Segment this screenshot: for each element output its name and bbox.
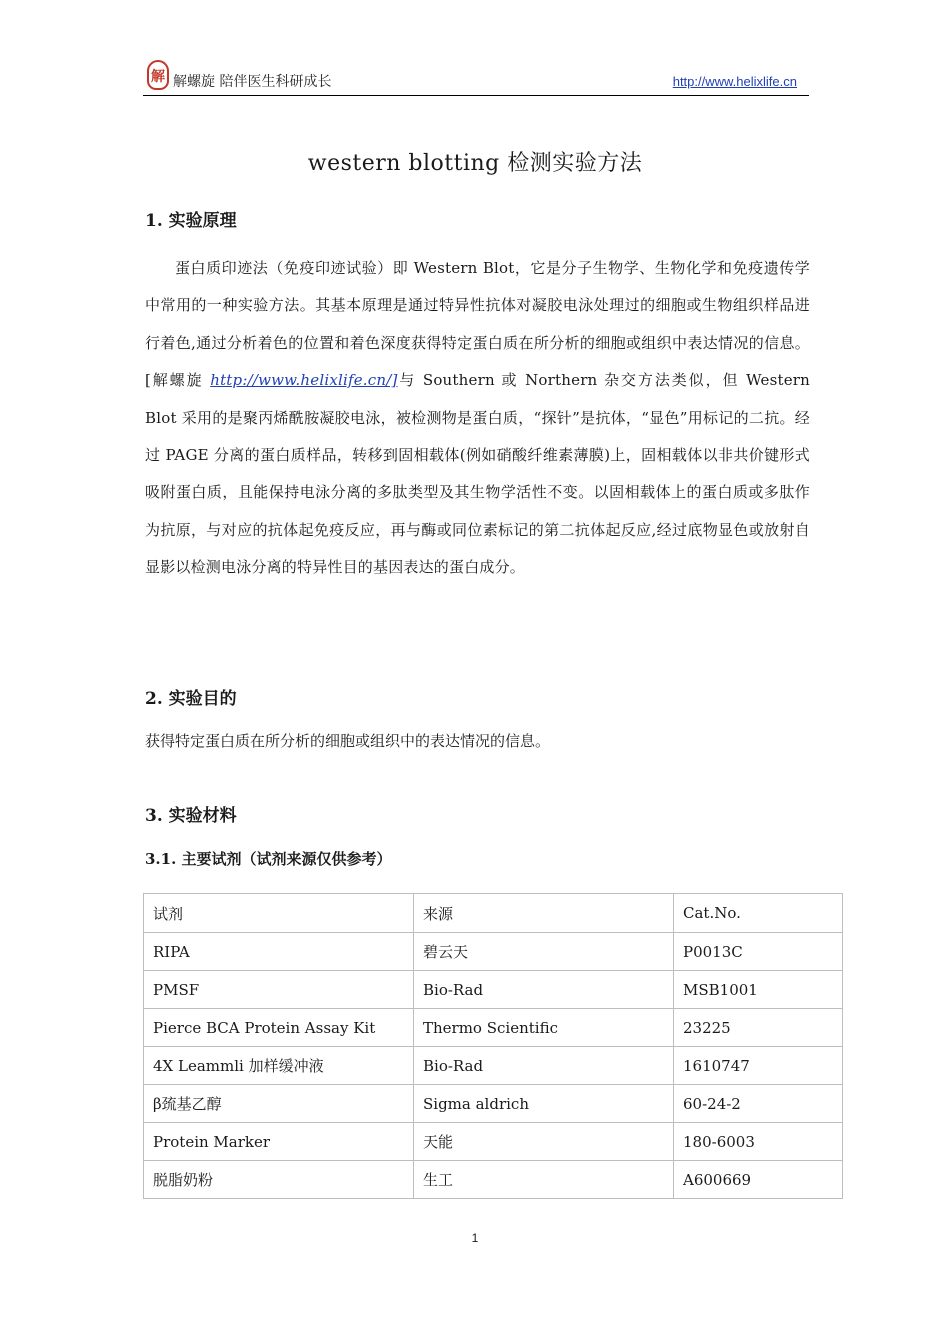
table-cell-source: Bio-Rad — [414, 1047, 674, 1085]
table-cell-catno: P0013C — [674, 933, 843, 971]
page-number: 1 — [471, 1231, 479, 1245]
table-cell-catno: 1610747 — [674, 1047, 843, 1085]
table-cell-source: Thermo Scientific — [414, 1009, 674, 1047]
purpose-text: 获得特定蛋白质在所分析的细胞或组织中的表达情况的信息。 — [145, 732, 551, 750]
header-brand: 解螺旋 陪伴医生科研成长 — [173, 74, 332, 90]
table-cell-catno: 23225 — [674, 1009, 843, 1047]
table-cell-catno: 60-24-2 — [674, 1085, 843, 1123]
helixlife-logo-icon: 解 — [147, 60, 169, 90]
table-cell-reagent: Protein Marker — [144, 1123, 414, 1161]
table-cell-source: 碧云天 — [414, 933, 674, 971]
table-cell-source: Sigma aldrich — [414, 1085, 674, 1123]
table-cell-catno: MSB1001 — [674, 971, 843, 1009]
table-header-row — [144, 894, 843, 933]
principle-text-part2: 与 Southern 或 Northern 杂交方法类似，但 Western Blot 采用的是聚丙烯酰胺凝胶电泳，被检测物是蛋白质，“探针”是抗体，“显色”用标记的二抗。经过 PAGE 分离的蛋白质样品，转移到固相载体(例如硝酸纤维素薄膜)上，固相载体以非共价键形式吸附蛋白质，且能保持电泳分离的多肽类型及其生物学活性不变。以固相载体上的蛋白质或多肽作为抗原，与对应的抗体起免疫反应，再与酶或同位素标记的第二抗体起反应,经过底物显色或放射自显影以检测电泳分离的特异性目的基因表达的蛋白成分。 — [145, 371, 810, 577]
table-cell-reagent: 脱脂奶粉 — [144, 1161, 414, 1199]
table-cell-reagent: 4X Leammli 加样缓冲液 — [144, 1047, 414, 1085]
table-row — [144, 933, 843, 971]
table-cell-source: 生工 — [414, 1161, 674, 1199]
principle-text-part1: 蛋白质印迹法（免疫印迹试验）即 Western Blot，它是分子生物学、生物化学和免疫遗传学中常用的一种实验方法。其基本原理是通过特异性抗体对凝胶电泳处理过的细胞或生物组织样品进行着色,通过分析着色的位置和着色深度获得特定蛋白质在所分析的细胞或组织中表达情况的信息。[解螺旋 — [145, 259, 810, 390]
table-row — [144, 1161, 843, 1199]
table-cell-catno: A600669 — [674, 1161, 843, 1199]
table-cell-reagent: PMSF — [144, 971, 414, 1009]
header-site-link[interactable]: http://www.helixlife.cn — [672, 74, 797, 89]
table-cell-reagent: Pierce BCA Protein Assay Kit — [144, 1009, 414, 1047]
table-cell-source: 天能 — [414, 1123, 674, 1161]
table-row — [144, 971, 843, 1009]
subsection-heading-reagents: 3.1. 主要试剂（试剂来源仅供参考） — [145, 850, 392, 868]
table-row — [144, 1085, 843, 1123]
section-heading-purpose: 2. 实验目的 — [145, 689, 237, 709]
table-header-reagent: 试剂 — [144, 894, 414, 933]
table-cell-catno: 180-6003 — [674, 1123, 843, 1161]
section-heading-principle: 1. 实验原理 — [145, 211, 237, 231]
helixlife-inline-link[interactable]: http://www.helixlife.cn/] — [210, 371, 398, 390]
table-cell-reagent: β巯基乙醇 — [144, 1085, 414, 1123]
table-header-catno: Cat.No. — [674, 894, 843, 933]
principle-paragraph — [145, 250, 810, 587]
page-header — [143, 60, 809, 96]
table-cell-reagent: RIPA — [144, 933, 414, 971]
table-row — [144, 1123, 843, 1161]
table-cell-source: Bio-Rad — [414, 971, 674, 1009]
section-heading-materials: 3. 实验材料 — [145, 806, 237, 826]
document-title: western blotting 检测实验方法 — [307, 151, 643, 176]
table-header-source: 来源 — [414, 894, 674, 933]
reagent-table — [143, 893, 843, 1199]
table-row — [144, 1009, 843, 1047]
table-row — [144, 1047, 843, 1085]
